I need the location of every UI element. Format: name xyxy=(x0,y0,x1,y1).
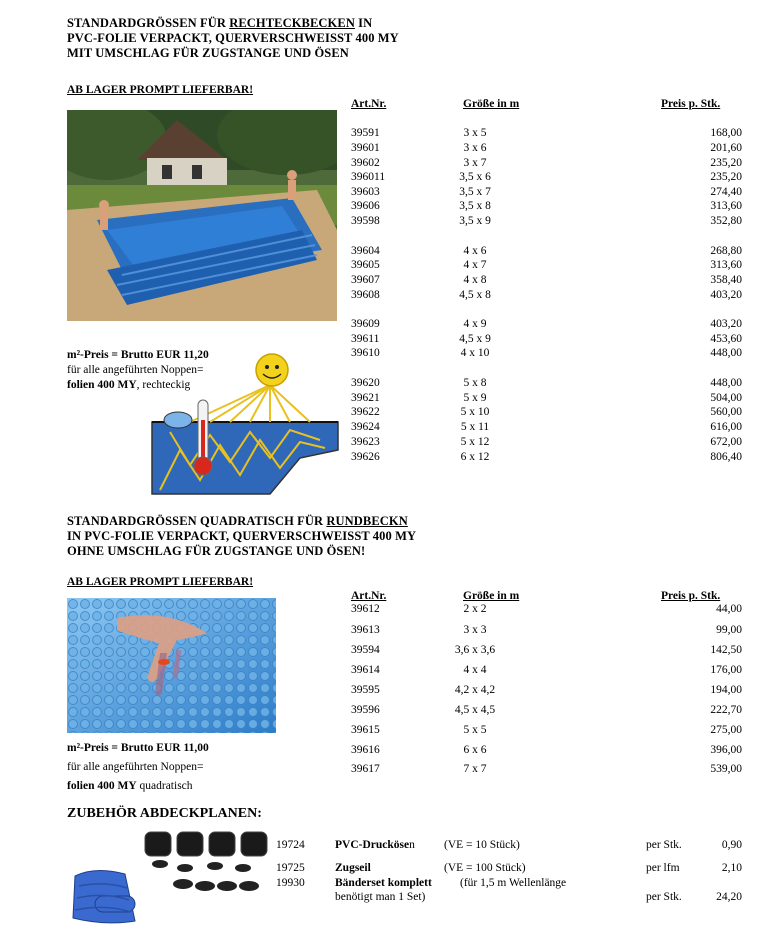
col-art: Art.Nr. xyxy=(351,590,387,602)
table-row xyxy=(0,436,759,450)
art-nr: 39620 xyxy=(351,377,380,389)
heading-line: PVC-FOLIE VERPACKT, QUERVERSCHWEISST 400 MY xyxy=(67,31,399,45)
size: 3 x 5 xyxy=(463,127,487,139)
art-nr: 39614 xyxy=(351,664,380,676)
size: 3,5 x 8 xyxy=(459,200,491,212)
size: 4 x 6 xyxy=(463,245,487,257)
table-row xyxy=(0,274,759,288)
price-note-bold: m²-Preis = Brutto EUR 11,20 xyxy=(67,349,209,361)
section2-price-note xyxy=(67,739,209,796)
price: 453,60 xyxy=(710,333,742,345)
art-nr: 39613 xyxy=(351,624,380,636)
table-row xyxy=(0,704,759,718)
col-size: Größe in m xyxy=(463,98,520,110)
accessory-price: 0,90 xyxy=(721,839,742,851)
section2-heading xyxy=(67,514,416,559)
accessory-ve: (für 1,5 m Wellenlänge xyxy=(460,877,567,889)
col-price: Preis p. Stk. xyxy=(661,590,721,602)
accessory-ve-note: benötigt man 1 Set) xyxy=(335,891,426,903)
art-nr: 39617 xyxy=(351,763,380,775)
table-row xyxy=(0,171,759,185)
price: 194,00 xyxy=(710,684,742,696)
table-row xyxy=(0,724,759,738)
art-nr: 39601 xyxy=(351,142,380,154)
size: 4 x 8 xyxy=(463,274,487,286)
art-nr: 39605 xyxy=(351,259,380,271)
size: 6 x 12 xyxy=(460,451,490,463)
table-row xyxy=(0,318,759,332)
size: 4 x 7 xyxy=(463,259,487,271)
accessory-price: 24,20 xyxy=(716,891,742,903)
price: 44,00 xyxy=(716,603,742,615)
price: 403,20 xyxy=(710,318,742,330)
size: 3,5 x 6 xyxy=(459,171,491,183)
size: 3,5 x 9 xyxy=(459,215,491,227)
art-nr: 39616 xyxy=(351,744,380,756)
table-row xyxy=(0,406,759,420)
table-row xyxy=(0,421,759,435)
table-row xyxy=(0,644,759,658)
accessory-name-bold: Bänderset komplett xyxy=(335,877,432,889)
art-nr: 39604 xyxy=(351,245,380,257)
accessory-ve: (VE = 100 Stück) xyxy=(444,862,526,874)
size: 3 x 3 xyxy=(463,624,487,636)
accessories-heading: ZUBEHÖR ABDECKPLANEN: xyxy=(67,806,262,821)
price-note-line: für alle angeführten Noppen= xyxy=(67,761,204,773)
price: 176,00 xyxy=(710,664,742,676)
heading-underlined: RUNDBECKN xyxy=(326,514,408,528)
accessory-price: 2,10 xyxy=(721,862,742,874)
price: 396,00 xyxy=(710,744,742,756)
art-nr: 39611 xyxy=(351,333,380,345)
accessory-ve: (VE = 10 Stück) xyxy=(444,839,520,851)
price: 806,40 xyxy=(710,451,742,463)
price: 222,70 xyxy=(710,704,742,716)
size: 3,5 x 7 xyxy=(459,186,491,198)
art-nr: 39591 xyxy=(351,127,380,139)
price: 448,00 xyxy=(710,377,742,389)
art-nr: 39624 xyxy=(351,421,380,433)
table-row xyxy=(0,392,759,406)
heading-text: STANDARDGRÖSSEN QUADRATISCH FÜR xyxy=(67,514,327,528)
art-nr: 39598 xyxy=(351,215,380,227)
size: 6 x 6 xyxy=(463,744,487,756)
size: 5 x 5 xyxy=(463,724,487,736)
price: 313,60 xyxy=(710,259,742,271)
accessory-art-nr: 19724 xyxy=(276,839,305,851)
price: 99,00 xyxy=(716,624,742,636)
art-nr: 39602 xyxy=(351,157,380,169)
price: 539,00 xyxy=(710,763,742,775)
art-nr: 39626 xyxy=(351,451,380,463)
accessory-name xyxy=(335,839,415,851)
art-nr: 39595 xyxy=(351,684,380,696)
size: 4 x 9 xyxy=(463,318,487,330)
art-nr: 39610 xyxy=(351,347,380,359)
price-note-bold: folien 400 MY xyxy=(67,780,137,792)
price: 352,80 xyxy=(710,215,742,227)
size: 4,5 x 9 xyxy=(459,333,491,345)
table-row xyxy=(0,684,759,698)
table-row xyxy=(0,200,759,214)
price: 313,60 xyxy=(710,200,742,212)
size: 4,5 x 8 xyxy=(459,289,491,301)
table-row xyxy=(0,215,759,229)
col-price: Preis p. Stk. xyxy=(661,98,721,110)
price-note-line: quadratisch xyxy=(136,780,193,792)
table-row xyxy=(0,451,759,465)
table-row xyxy=(0,259,759,273)
accessory-unit: per lfm xyxy=(646,862,680,874)
price: 448,00 xyxy=(710,347,742,359)
size: 7 x 7 xyxy=(463,763,487,775)
art-nr: 39594 xyxy=(351,644,380,656)
price: 403,20 xyxy=(710,289,742,301)
price: 504,00 xyxy=(710,392,742,404)
price: 235,20 xyxy=(710,171,742,183)
art-nr: 39606 xyxy=(351,200,380,212)
accessory-name-rest: n xyxy=(409,839,415,851)
pool-sun-diagram xyxy=(150,350,340,498)
price: 235,20 xyxy=(710,157,742,169)
size: 5 x 11 xyxy=(460,421,490,433)
section1-heading xyxy=(67,16,399,61)
price: 275,00 xyxy=(710,724,742,736)
section1-stock-label: AB LAGER PROMPT LIEFERBAR! xyxy=(67,84,254,96)
accessory-art-nr: 19725 xyxy=(276,862,305,874)
accessory-name-bold: PVC-Drucköse xyxy=(335,839,410,851)
size: 4 x 10 xyxy=(460,347,490,359)
price-note-bold: m²-Preis = Brutto EUR 11,00 xyxy=(67,742,209,754)
art-nr: 39603 xyxy=(351,186,380,198)
col-art: Art.Nr. xyxy=(351,98,387,110)
art-nr: 39621 xyxy=(351,392,380,404)
price: 358,40 xyxy=(710,274,742,286)
art-nr: 39607 xyxy=(351,274,380,286)
price: 672,00 xyxy=(710,436,742,448)
art-nr: 39612 xyxy=(351,603,380,615)
heading-underlined: RECHTECKBECKEN xyxy=(229,16,355,30)
price: 142,50 xyxy=(710,644,742,656)
size: 5 x 9 xyxy=(463,392,487,404)
accessory-name xyxy=(335,877,432,889)
price-note-line: für alle angeführten Noppen= xyxy=(67,364,204,376)
accessory-name xyxy=(335,862,371,874)
art-nr: 39622 xyxy=(351,406,380,418)
art-nr: 39615 xyxy=(351,724,380,736)
price-note-bold: folien 400 MY xyxy=(67,379,137,391)
table-row xyxy=(0,624,759,638)
heading-line: MIT UMSCHLAG FÜR ZUGSTANGE UND ÖSEN xyxy=(67,46,349,60)
heading-line: OHNE UMSCHLAG FÜR ZUGSTANGE UND ÖSEN! xyxy=(67,544,366,558)
table-row xyxy=(0,245,759,259)
size: 3,6 x 3,6 xyxy=(454,644,496,656)
accessory-name-bold: Zugseil xyxy=(335,862,371,874)
size: 3 x 6 xyxy=(463,142,487,154)
heading-text: IN xyxy=(354,16,373,30)
table-row xyxy=(0,333,759,347)
price: 560,00 xyxy=(710,406,742,418)
table-row xyxy=(0,157,759,171)
price: 268,80 xyxy=(710,245,742,257)
price: 201,60 xyxy=(710,142,742,154)
table-row xyxy=(0,664,759,678)
table-row xyxy=(0,142,759,156)
accessory-art-nr: 19930 xyxy=(276,877,305,889)
col-size: Größe in m xyxy=(463,590,520,602)
price: 274,40 xyxy=(710,186,742,198)
size: 5 x 12 xyxy=(460,436,490,448)
size: 4,2 x 4,2 xyxy=(454,684,496,696)
size: 5 x 10 xyxy=(460,406,490,418)
art-nr: 39609 xyxy=(351,318,380,330)
table-row xyxy=(0,289,759,303)
heading-text: STANDARDGRÖSSEN FÜR xyxy=(67,16,230,30)
accessories-photo xyxy=(65,826,275,926)
size: 3 x 7 xyxy=(463,157,487,169)
price: 168,00 xyxy=(710,127,742,139)
art-nr: 39608 xyxy=(351,289,380,301)
price-note-line: , rechteckig xyxy=(136,379,191,391)
art-nr: 39623 xyxy=(351,436,380,448)
table-row xyxy=(0,127,759,141)
heading-line: IN PVC-FOLIE VERPACKT, QUERVERSCHWEISST 400 MY xyxy=(67,529,417,543)
art-nr: 39596 xyxy=(351,704,380,716)
size: 2 x 2 xyxy=(463,603,487,615)
accessory-unit: per Stk. xyxy=(646,891,682,903)
table-row xyxy=(0,186,759,200)
art-nr: 396011 xyxy=(351,171,386,183)
accessory-unit: per Stk. xyxy=(646,839,682,851)
section2-stock-label: AB LAGER PROMPT LIEFERBAR! xyxy=(67,576,254,588)
size: 4,5 x 4,5 xyxy=(454,704,496,716)
size: 5 x 8 xyxy=(463,377,487,389)
table-row xyxy=(0,603,759,617)
price: 616,00 xyxy=(710,421,742,433)
size: 4 x 4 xyxy=(463,664,487,676)
